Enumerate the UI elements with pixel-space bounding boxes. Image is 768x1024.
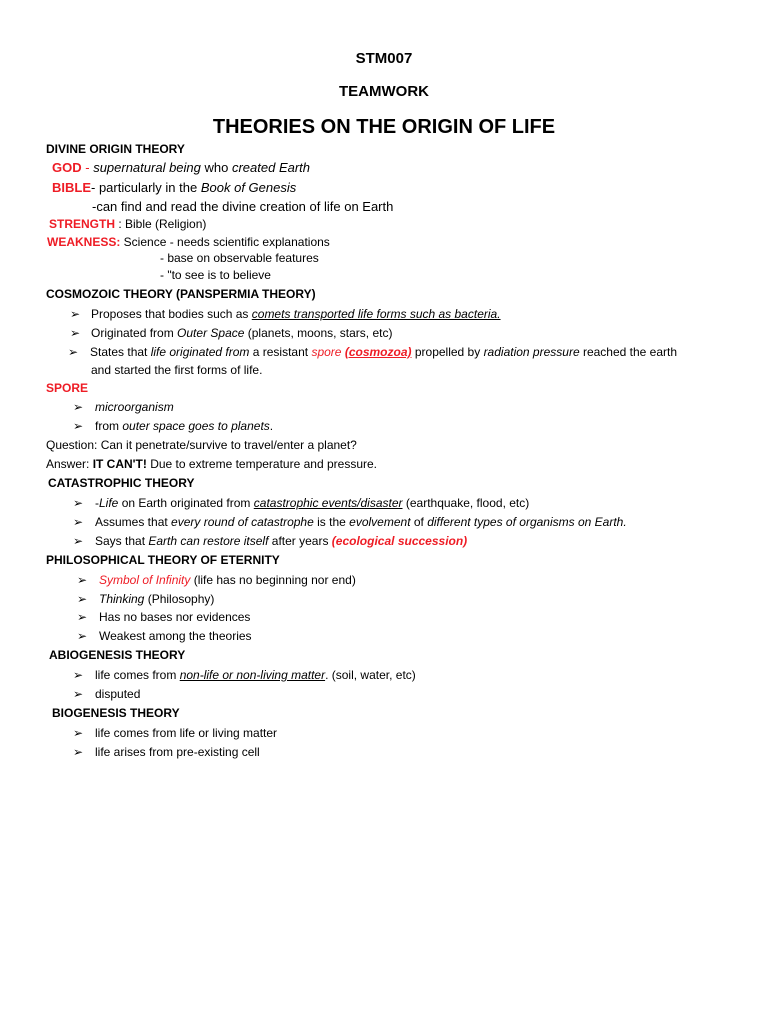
item-emph: life originated from xyxy=(150,345,250,359)
list-item xyxy=(95,419,273,434)
item-emph: Outer Space xyxy=(177,326,245,340)
item-emph: evolvement xyxy=(349,515,411,529)
item-emph: catastrophic events/disaster xyxy=(253,496,403,510)
list-item xyxy=(95,496,529,511)
item-emph: comets transported life forms such as bacteria. xyxy=(251,307,501,321)
weakness-point: - "to see is to believe xyxy=(160,268,271,282)
item-text: is the xyxy=(313,515,350,529)
arrowhead-bullet-icon xyxy=(73,496,83,511)
arrowhead-bullet-icon xyxy=(77,610,87,625)
item-emph: Life xyxy=(99,496,119,510)
strength-line xyxy=(49,217,206,232)
weakness-text: Science - needs scientific explanations xyxy=(120,235,330,249)
section-heading-abiogenesis: ABIOGENESIS THEORY xyxy=(49,648,186,662)
item-text: of xyxy=(410,515,428,529)
item-emph: every round of catastrophe xyxy=(171,515,314,529)
item-text: a resistant xyxy=(249,345,312,359)
cosmozoa-term: (cosmozoa) xyxy=(344,345,412,359)
bible-sep: - xyxy=(91,180,99,195)
list-item: Has no bases nor evidences xyxy=(99,610,251,624)
bible-label: BIBLE xyxy=(52,180,91,195)
list-item xyxy=(91,307,501,322)
item-text: Originated from xyxy=(91,326,178,340)
god-label: GOD xyxy=(52,160,82,175)
item-emph: different types of organisms on Earth. xyxy=(427,515,627,529)
item-text: Assumes that xyxy=(95,515,172,529)
weakness-point: - base on observable features xyxy=(160,251,319,265)
item-text: (earthquake, flood, etc) xyxy=(402,496,530,510)
arrowhead-bullet-icon xyxy=(73,668,83,683)
strength-label: STRENGTH xyxy=(49,217,115,231)
list-item xyxy=(95,668,416,683)
arrowhead-bullet-icon xyxy=(77,629,87,644)
ecological-succession-term: (ecological succession) xyxy=(331,534,468,548)
arrowhead-bullet-icon xyxy=(73,745,83,760)
arrowhead-bullet-icon xyxy=(70,307,80,322)
section-heading-philosophical: PHILOSOPHICAL THEORY OF ETERNITY xyxy=(46,553,280,567)
arrowhead-bullet-icon xyxy=(73,726,83,741)
question-line: Question: Can it penetrate/survive to travel/enter a planet? xyxy=(46,438,357,452)
item-text: . xyxy=(269,419,274,433)
list-item xyxy=(99,573,356,588)
item-emph: outer space goes to planets xyxy=(122,419,270,433)
section-heading-spore: SPORE xyxy=(46,381,89,395)
answer-text: Due to extreme temperature and pressure. xyxy=(146,457,377,471)
item-emph: radiation pressure xyxy=(483,345,580,359)
item-emph: Thinking xyxy=(99,592,145,606)
section-heading-catastrophic: CATASTROPHIC THEORY xyxy=(48,476,195,490)
list-item xyxy=(91,326,392,341)
item-text: (planets, moons, stars, etc) xyxy=(244,326,393,340)
item-text: after years xyxy=(268,534,332,548)
arrowhead-bullet-icon xyxy=(68,345,78,360)
doc-team: TEAMWORK xyxy=(339,83,429,100)
weakness-line xyxy=(47,235,330,250)
god-desc-italic: supernatural being xyxy=(93,160,201,175)
god-sep: - xyxy=(81,160,94,175)
section-heading-divine: DIVINE ORIGIN THEORY xyxy=(46,142,185,156)
bible-continuation: -can find and read the divine creation of life on Earth xyxy=(92,199,394,214)
item-emph: Earth can restore itself xyxy=(148,534,269,548)
section-heading-cosmozoic: COSMOZOIC THEORY (PANSPERMIA THEORY) xyxy=(46,287,316,301)
bible-line xyxy=(52,180,296,195)
item-text: reached the earth xyxy=(579,345,678,359)
item-text: States that xyxy=(90,345,151,359)
infinity-term: Symbol of Infinity xyxy=(99,573,191,587)
answer-label: Answer: xyxy=(46,457,93,471)
list-item xyxy=(95,534,467,549)
arrowhead-bullet-icon xyxy=(73,515,83,530)
list-item: Weakest among the theories xyxy=(99,629,252,643)
arrowhead-bullet-icon xyxy=(77,592,87,607)
list-item xyxy=(95,515,627,530)
item-text: propelled by xyxy=(411,345,484,359)
list-item: life comes from life or living matter xyxy=(95,726,278,740)
strength-text: : Bible (Religion) xyxy=(115,217,207,231)
list-item-continuation: and started the first forms of life. xyxy=(91,363,263,377)
list-item: disputed xyxy=(95,687,141,701)
bible-desc-b: Book of Genesis xyxy=(200,180,297,195)
god-line xyxy=(52,160,310,175)
god-desc-a: who xyxy=(200,160,232,175)
list-item: life arises from pre-existing cell xyxy=(95,745,260,759)
doc-code: STM007 xyxy=(355,50,413,67)
answer-emph: IT CAN'T! xyxy=(92,457,147,471)
god-desc-b: created Earth xyxy=(231,160,311,175)
arrowhead-bullet-icon xyxy=(77,573,87,588)
item-text: . (soil, water, etc) xyxy=(325,668,416,682)
bible-desc-a: particularly in the xyxy=(98,180,201,195)
list-item xyxy=(99,592,214,607)
arrowhead-bullet-icon xyxy=(73,419,83,434)
item-text: on Earth originated from xyxy=(118,496,254,510)
list-item xyxy=(90,345,677,360)
item-text: life comes from xyxy=(95,668,180,682)
item-text: (life has no beginning nor end) xyxy=(190,573,356,587)
page-title: THEORIES ON THE ORIGIN OF LIFE xyxy=(212,116,556,138)
item-text: Proposes that bodies such as xyxy=(91,307,252,321)
list-item: microorganism xyxy=(95,400,174,414)
arrowhead-bullet-icon xyxy=(73,400,83,415)
spore-term: spore xyxy=(311,345,342,359)
item-text: from xyxy=(95,419,123,433)
item-text: - xyxy=(95,496,99,510)
weakness-label: WEAKNESS: xyxy=(47,235,121,249)
arrowhead-bullet-icon xyxy=(73,687,83,702)
arrowhead-bullet-icon xyxy=(70,326,80,341)
arrowhead-bullet-icon xyxy=(73,534,83,549)
item-emph: non-life or non-living matter xyxy=(179,668,326,682)
answer-line xyxy=(46,457,377,472)
item-text: Says that xyxy=(95,534,149,548)
section-heading-biogenesis: BIOGENESIS THEORY xyxy=(52,706,180,720)
item-text: (Philosophy) xyxy=(144,592,215,606)
